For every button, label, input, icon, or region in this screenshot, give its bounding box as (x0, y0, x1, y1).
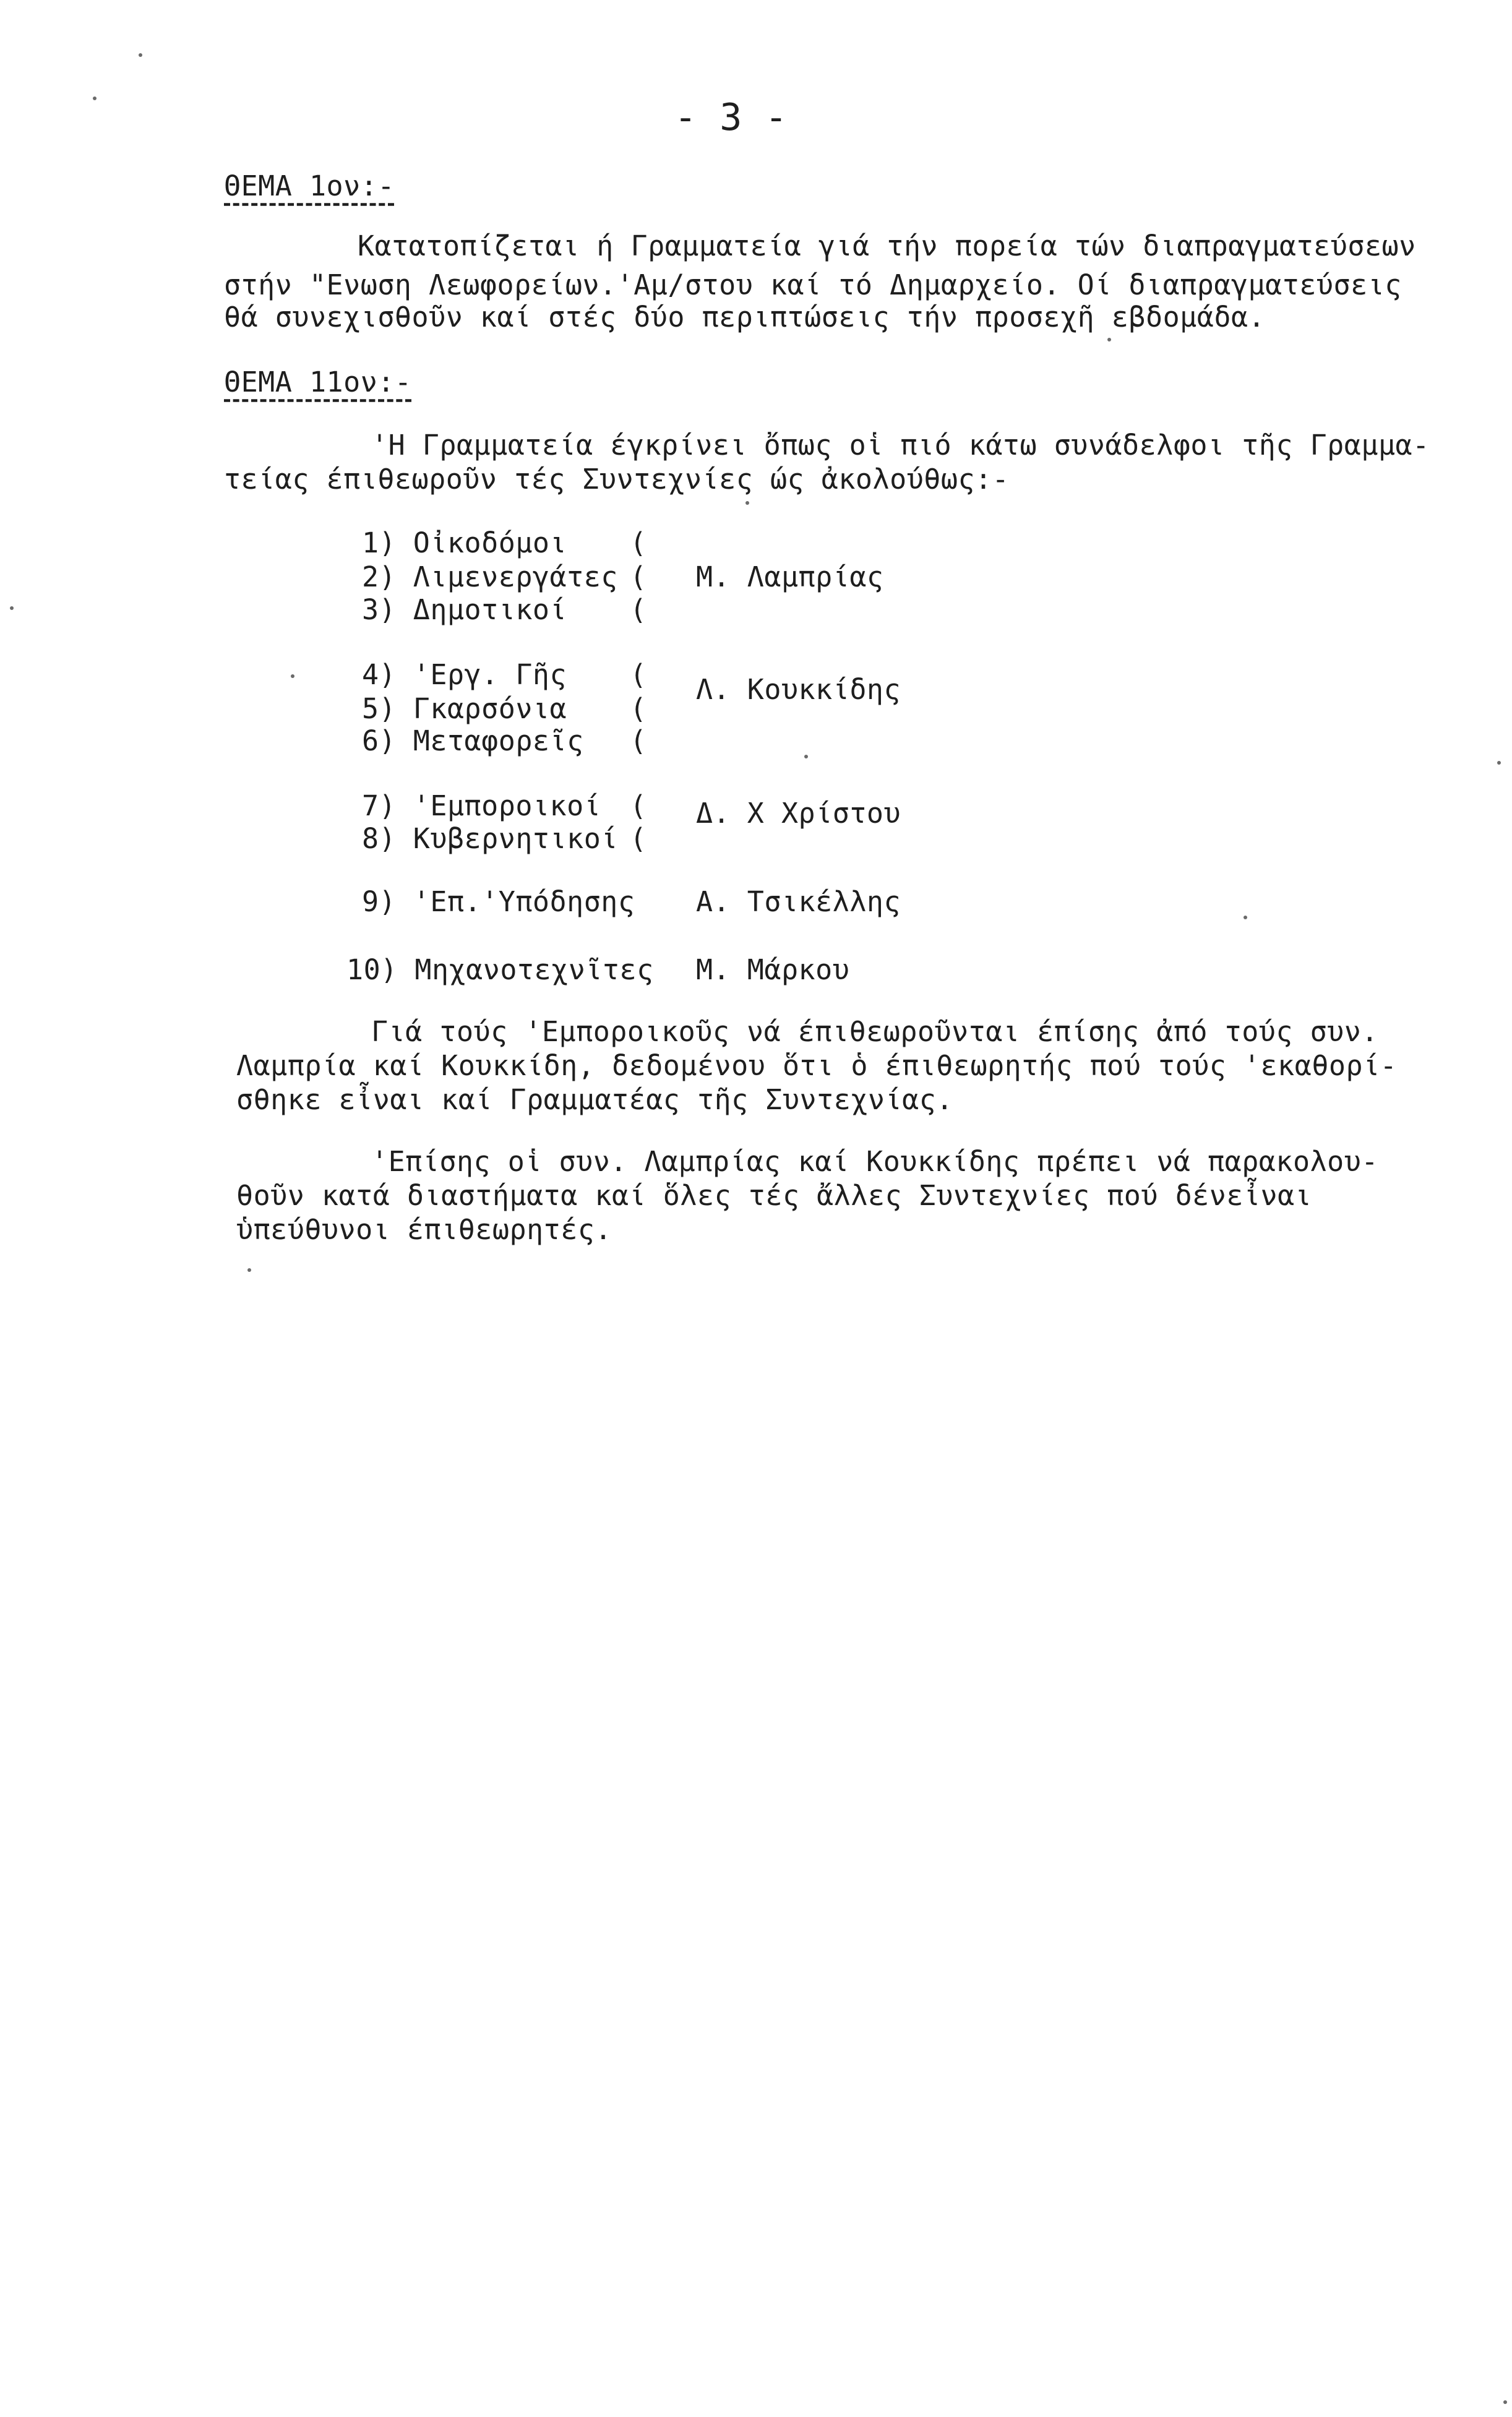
scan-speck (1244, 916, 1247, 919)
group-bracket: ( (630, 692, 647, 725)
paragraph-line: θοῦν κατά διαστήματα καί ὅλες τές ἄλλες Συντεχνίες πού δένεἶναι (236, 1179, 1312, 1212)
union-list-item: 2) Λιμενεργάτες (362, 560, 618, 593)
union-list-item: 5) Γκαρσόνια (362, 692, 567, 725)
group-bracket: ( (630, 724, 647, 757)
union-list-item: 4) 'Εργ. Γῆς (362, 658, 567, 691)
group-bracket: ( (630, 593, 647, 626)
scan-speck (247, 1268, 251, 1272)
section-11-heading: ΘΕΜΑ 11ον:- (224, 366, 412, 398)
inspector-name: Δ. Χ Χρίστου (696, 797, 901, 830)
scan-speck (1107, 338, 1111, 341)
union-list-item: 9) 'Επ.'Υπόδησης (362, 885, 635, 918)
union-list-item: 8) Κυβερνητικοί (362, 822, 618, 855)
scan-speck (1503, 2400, 1507, 2404)
page-number: - 3 - (674, 96, 788, 139)
union-list-item: 10) Μηχανοτεχνῖτες (346, 953, 654, 986)
section-10-heading: ΘΕΜΑ 1ον:- (224, 170, 395, 202)
scan-speck (1497, 761, 1501, 765)
section-11-intro-line: τείας έπιθεωροῦν τές Συντεχνίες ώς ἀκολούθως:- (224, 463, 1010, 496)
scan-speck (291, 674, 294, 678)
scan-speck (804, 755, 808, 758)
group-bracket: ( (630, 658, 647, 691)
inspector-name: Α. Τσικέλλης (696, 885, 901, 918)
union-list-item: 1) Οἰκοδόμοι (362, 526, 567, 559)
paragraph-line: Λαμπρία καί Κουκκίδη, δεδομένου ὅτι ὁ έπιθεωρητής πού τούς 'εκαθορί- (236, 1049, 1398, 1082)
inspector-name: Λ. Κουκκίδης (696, 673, 901, 706)
group-bracket: ( (630, 560, 647, 593)
paragraph-line: ὑπεύθυνοι έπιθεωρητές. (236, 1213, 612, 1246)
scan-speck (93, 97, 97, 100)
paragraph-line: Γιά τούς 'Εμποροικοῦς νά έπιθεωροῦνται έπίσης ἀπό τούς συν. (371, 1015, 1378, 1048)
scan-speck (139, 53, 142, 57)
scan-speck (745, 501, 749, 505)
group-bracket: ( (630, 789, 647, 822)
group-bracket: ( (630, 822, 647, 855)
section-10-line: στήν "Ενωση Λεωφορείων.'Αμ/στου καί τό Δημαρχείο. Οί διαπραγματεύσεις (224, 268, 1402, 301)
paragraph-line: 'Επίσης οἱ συν. Λαμπρίας καί Κουκκίδης πρέπει νά παρακολου- (371, 1145, 1378, 1178)
union-list-item: 3) Δημοτικοί (362, 593, 567, 626)
section-10-line: θά συνεχισθοῦν καί στές δύο περιπτώσεις τήν προσεχῆ εβδομάδα. (224, 301, 1266, 333)
union-list-item: 6) Μεταφορεῖς (362, 724, 584, 757)
section-10-line: Κατατοπίζεται ή Γραμματεία γιά τήν πορεία τών διαπραγματεύσεων (358, 230, 1416, 262)
scan-speck (10, 606, 14, 610)
union-list-item: 7) 'Εμποροικοί (362, 789, 601, 822)
paragraph-line: σθηκε εἶναι καί Γραμματέας τῆς Συντεχνίας. (236, 1083, 953, 1116)
section-11-intro-line: 'Η Γραμματεία έγκρίνει ὄπως οἱ πιό κάτω συνάδελφοι τῆς Γραμμα- (371, 429, 1430, 462)
group-bracket: ( (630, 526, 647, 559)
inspector-name: Μ. Μάρκου (696, 953, 850, 986)
inspector-name: Μ. Λαμπρίας (696, 560, 884, 593)
